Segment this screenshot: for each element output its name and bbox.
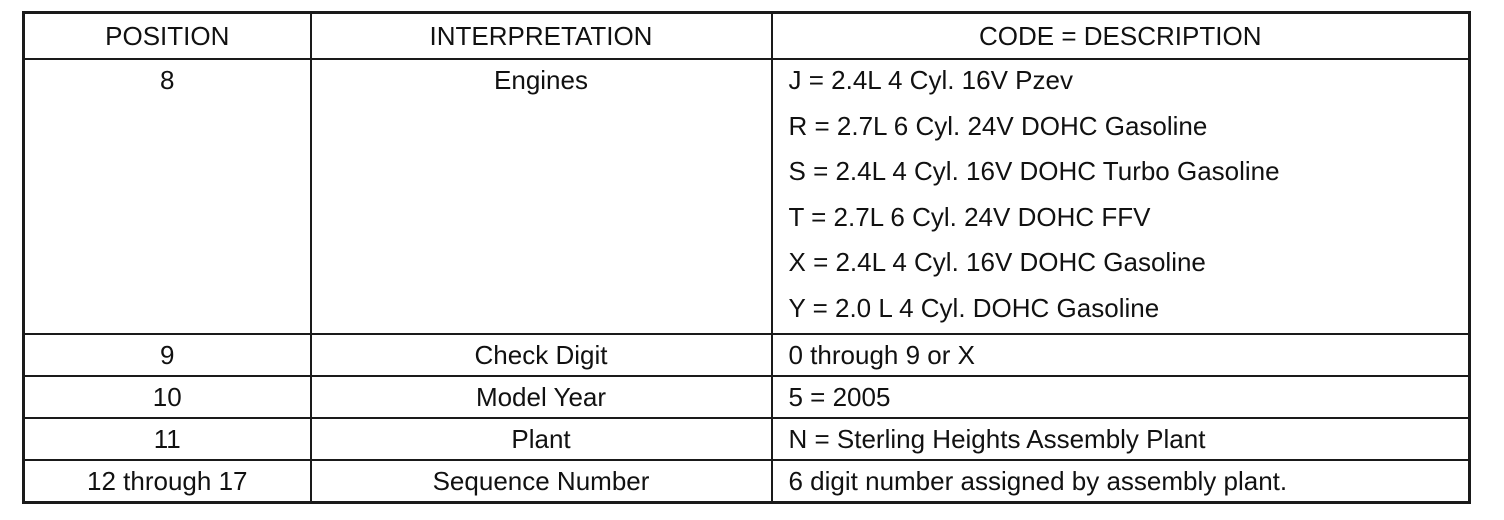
- position-cell: [24, 460, 311, 503]
- interpretation-cell: [311, 460, 772, 503]
- interpretation-value: Sequence Number: [432, 466, 650, 496]
- header-position: POSITION: [24, 13, 311, 60]
- code-line: J = 2.4L 4 Cyl. 16V Pzev: [788, 65, 1073, 95]
- code-description-cell: [772, 460, 1470, 503]
- interpretation-value: Check Digit: [474, 340, 608, 370]
- code-line: T = 2.7L 6 Cyl. 24V DOHC FFV: [788, 201, 1151, 232]
- position-value: 11: [153, 424, 181, 454]
- position-value: 9: [160, 340, 175, 370]
- interpretation-cell: [311, 334, 772, 376]
- position-cell: [24, 59, 311, 334]
- header-interpretation: INTERPRETATION: [311, 13, 772, 60]
- code-description-cell: [772, 418, 1470, 460]
- header-row: [24, 13, 1470, 60]
- code-description-cell: [772, 334, 1470, 376]
- code-description-cell: [772, 376, 1470, 418]
- table-row: [24, 418, 1470, 460]
- position-cell: [24, 334, 311, 376]
- position-value: 12 through 17: [87, 466, 248, 496]
- code-line: 5 = 2005: [788, 382, 891, 412]
- interpretation-cell: [311, 376, 772, 418]
- interpretation-value: Plant: [511, 424, 571, 454]
- position-cell: [24, 418, 311, 460]
- vin-decode-table: [22, 11, 1471, 504]
- position-value: 10: [152, 382, 182, 412]
- code-description-cell: [772, 59, 1470, 334]
- interpretation-value: Model Year: [475, 382, 607, 412]
- table-row: [24, 59, 1470, 334]
- interpretation-cell: [311, 59, 772, 334]
- table-row: [24, 460, 1470, 503]
- code-line: R = 2.7L 6 Cyl. 24V DOHC Gasoline: [788, 110, 1208, 141]
- position-cell: [24, 376, 311, 418]
- header-code-description: CODE = DESCRIPTION: [772, 13, 1470, 60]
- code-line: 6 digit number assigned by assembly plant.: [788, 466, 1288, 496]
- code-line: N = Sterling Heights Assembly Plant: [788, 424, 1206, 454]
- table-row: [24, 376, 1470, 418]
- code-line: X = 2.4L 4 Cyl. 16V DOHC Gasoline: [788, 247, 1206, 277]
- position-value: 8: [160, 65, 175, 95]
- code-line: 0 through 9 or X: [788, 340, 975, 370]
- table-row: [24, 334, 1470, 376]
- interpretation-value: Engines: [494, 65, 588, 95]
- code-line: Y = 2.0 L 4 Cyl. DOHC Gasoline: [788, 292, 1160, 323]
- interpretation-cell: [311, 418, 772, 460]
- code-line: S = 2.4L 4 Cyl. 16V DOHC Turbo Gasoline: [788, 156, 1280, 186]
